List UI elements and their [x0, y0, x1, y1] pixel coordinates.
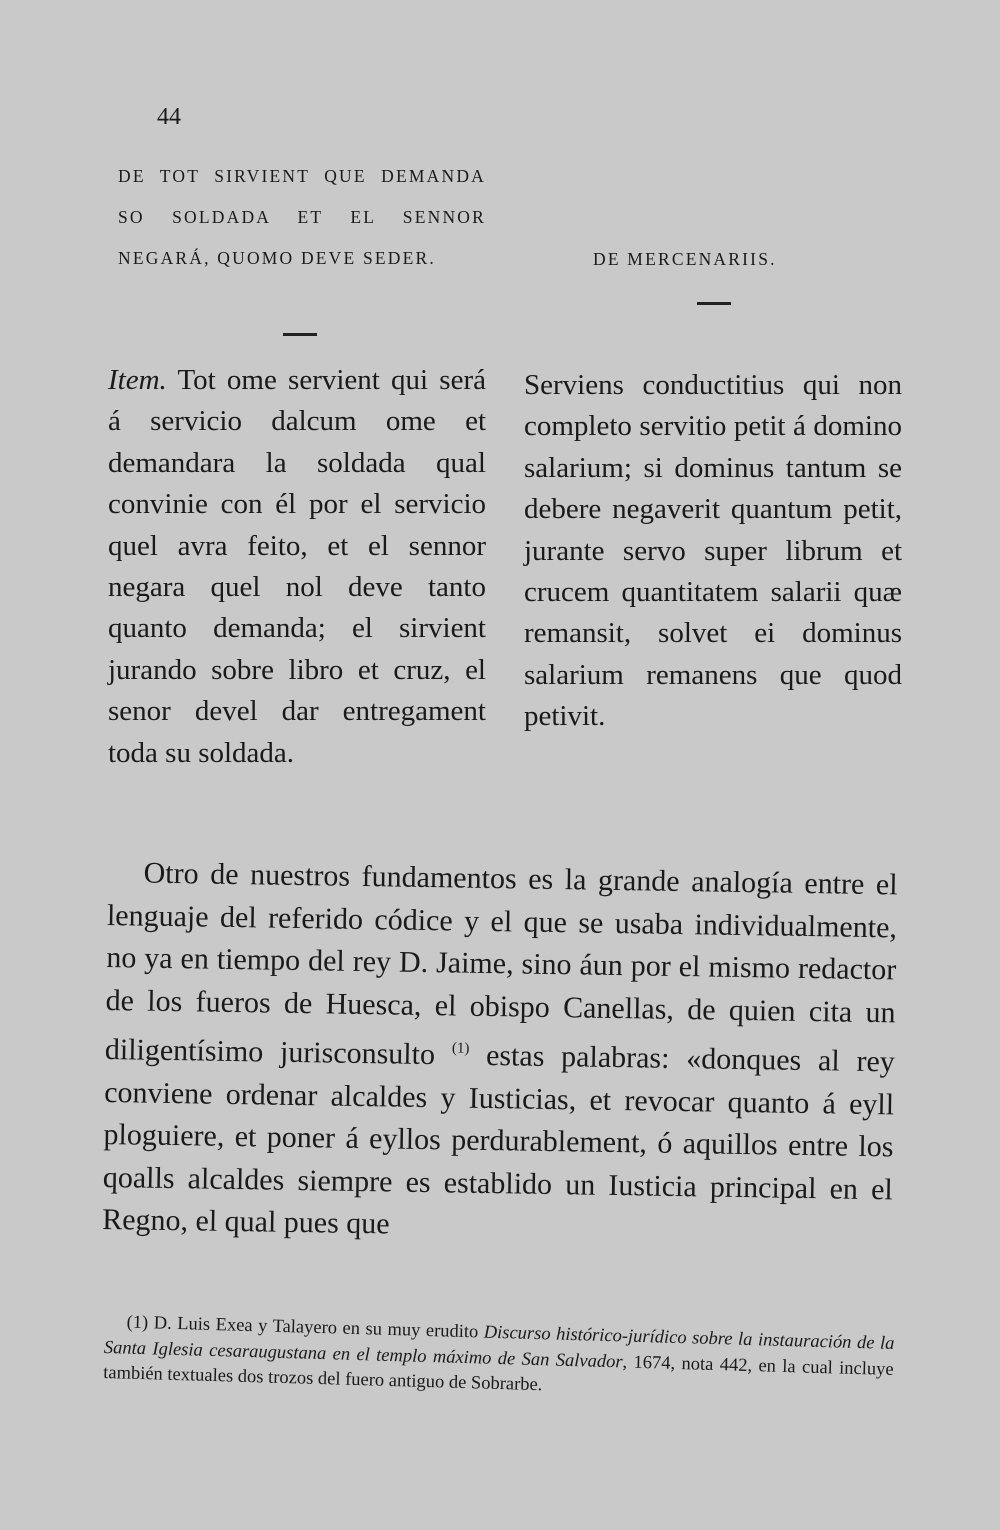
footnote-text-a: D. Luis Exea y Talayero en su muy erudito	[147, 1313, 485, 1343]
right-column-heading: DE MERCENARIIS.	[593, 249, 777, 269]
left-column-text	[108, 360, 486, 774]
footnote-text-b: , 1674, nota 442, en la cual incluye también textuales dos trozos del fuero antiguo de Sobrarbe.	[102, 1351, 894, 1396]
paragraph-text-after-note: estas palabras: «donques al rey conviene ordenar alcaldes y Iusticias, et revocar quanto á eyll ploguiere, et poner á eyllos perdurablement, ó aquillos entre los qoalls alcaldes siempre es establido un Iusticia principal en el Regno, el qual pues que	[101, 1038, 896, 1241]
paragraph-text-before-note: Otro de nuestros fundamentos es la grande analogía entre el lenguaje del referido códice y el que se usaba individualmente, no ya en tiempo del rey D. Jaime, sino áun por el mismo redactor de los fueros de Huesca, el obispo Canellas, de quien cita un diligentísimo jurisconsulto	[104, 856, 898, 1072]
left-column-heading: DE TOT SIRVIENT QUE DEMANDA SO SOLDADA ET EL SENNOR NEGARÁ, QUOMO DEVE SEDER.	[118, 166, 486, 268]
right-column-text: Serviens conductitius qui non completo servitio petit á domino salarium; si dominus tantum se debere negaverit quantum petit, jurante servo super librum et crucem quantitatem salarii quæ remansit, solvet ei dominus salarium remanens que quod petivit.	[524, 369, 902, 733]
left-column-first-word: Item.	[108, 364, 167, 396]
page-number: 44	[157, 104, 181, 130]
left-column-body: Tot ome servient qui será á servicio dalcum ome et demandara la soldada qual convinie con él por el servicio quel avra feito, et el sennor negara quel nol deve tanto quanto demanda; el sirvient jurando sobre libro et cruz, el senor devel dar entregament toda su soldada.	[108, 364, 486, 769]
footnote-marker: (1)	[126, 1312, 149, 1334]
body-paragraph	[102, 852, 898, 1254]
right-heading-rule	[697, 302, 731, 305]
footnote-italic-title: Discurso histórico-jurídico sobre la instauración de la Santa Iglesia cesaraugustana en el templo máximo de San Salvador	[103, 1322, 895, 1372]
footnote	[103, 1310, 895, 1409]
left-heading-rule	[283, 333, 317, 336]
footnote-reference: (1)	[451, 1040, 470, 1057]
